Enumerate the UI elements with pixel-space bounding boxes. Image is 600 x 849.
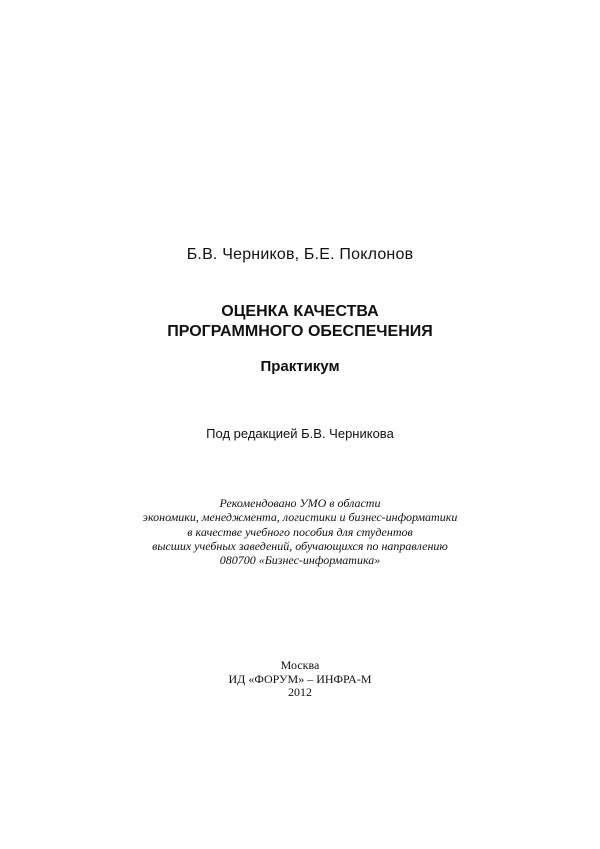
book-title-line: ОЦЕНКА КАЧЕСТВА: [221, 303, 379, 320]
recommendation-line: Рекомендовано УМО в области: [219, 496, 381, 510]
book-subtitle: Практикум: [260, 358, 340, 375]
recommendation-line: в качестве учебного пособия для студентов: [187, 524, 413, 539]
recommendation-line: 080700 «Бизнес-информатика»: [219, 553, 381, 568]
book-title-line: ПРОГРАММНОГО ОБЕСПЕЧЕНИЯ: [167, 323, 433, 340]
book-title: [0, 302, 600, 342]
imprint-city: Москва: [280, 658, 320, 672]
recommendation-block: [0, 496, 600, 567]
authors: Б.В. Черников, Б.Е. Поклонов: [186, 246, 414, 263]
recommendation-line: высших учебных заведений, обучающихся по направлению: [152, 538, 448, 553]
imprint-block: [0, 659, 600, 700]
imprint-publisher: ИД «ФОРУМ» – ИНФРА-М: [228, 671, 372, 686]
imprint-year: 2012: [288, 685, 312, 700]
editor-note: Под редакцией Б.В. Черникова: [206, 426, 394, 441]
recommendation-line: экономики, менеджмента, логистики и бизнес-информатики: [142, 510, 458, 525]
